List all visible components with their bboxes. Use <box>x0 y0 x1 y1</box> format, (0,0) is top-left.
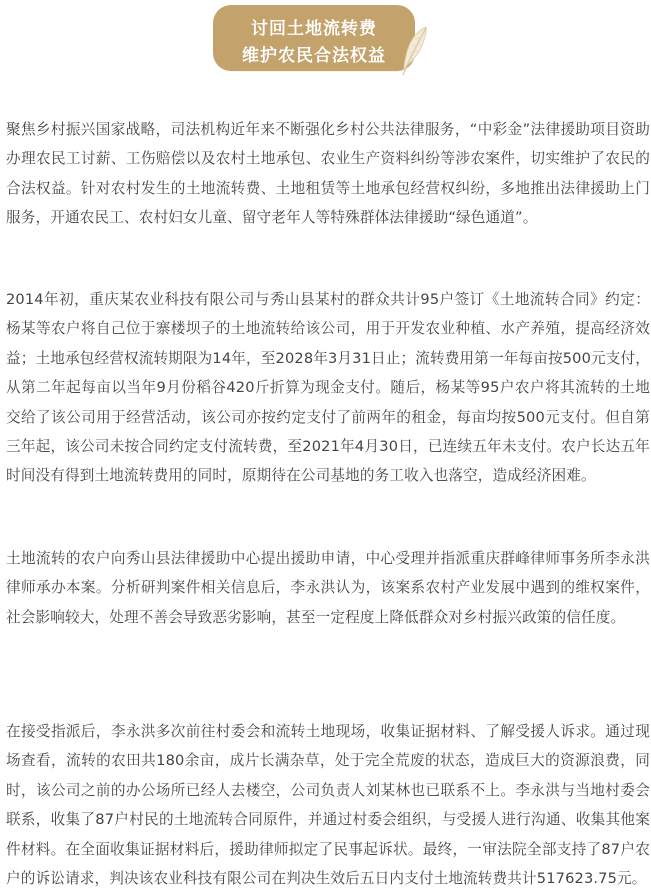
paragraph-3: 土地流转的农户向秀山县法律援助中心提出援助申请，中心受理并指派重庆群峰律师事务所李永洪律师承办本案。分析研判案件相关信息后，李永洪认为，该案系农村产业发展中遇到的维权案件，社会影响较大，处理不善会导致恶劣影响，甚至一定程度上降低群众对乡村振兴政策的信任度。 <box>6 550 650 626</box>
title-line-2: 维护农民合法权益 <box>242 46 386 66</box>
paragraph-2: 2014年初，重庆某农业科技有限公司与秀山县某村的群众共计95户签订《土地流转合同》约定：杨某等农户将自己位于寨楼坝子的土地流转给该公司，用于开发农业种植、水产养殖，提高经济效益；土地承包经营权流转期限为14年，至2028年3月31日止；流转费用第一年每亩按500元支付，从第二年起每亩以当年9月份稻谷420斤折算为现金支付。随后，杨某等95户农户将其流转的土地交给了该公司用于经营活动，该公司亦按约定支付了前两年的租金，每亩均按500元支付。但自第三年起，该公司未按合同约定支付流转费，至2021年4月30日，已连续五年未支付。农户长达五年时间没有得到土地流转费用的同时，原期待在公司基地的务工收入也落空，造成经济困难。 <box>6 291 650 485</box>
feather-icon <box>399 25 431 77</box>
title-line-1: 讨回土地流转费 <box>251 19 377 39</box>
paragraph-1: 聚焦乡村振兴国家战略，司法机构近年来不断强化乡村公共法律服务，“中彩金”法律援助项目资助办理农民工讨薪、工伤赔偿以及农村土地承包、农业生产资料纠纷等涉农案件，切实维护了农民的合法权益。针对农村发生的土地流转费、土地租赁等土地承包经营权纠纷，多地推出法律援助上门服务，开通农民工、农村妇女儿童、留守老年人等特殊群体法律援助“绿色通道”。 <box>6 121 650 227</box>
title-badge <box>213 5 419 73</box>
paragraph-4: 在接受指派后，李永洪多次前往村委会和流转土地现场，收集证据材料、了解受援人诉求。通过现场查看，流转的农田共180余亩，成片长满杂草，处于完全荒废的状态，造成巨大的资源浪费，同时，该公司之前的办公场所已经人去楼空，公司负责人刘某林也已联系不上。李永洪与当地村委会联系，收集了87户村民的土地流转合同原件，并通过村委会组织，与受援人进行沟通、收集其他案件材料。在全面收集证据材料后，援助律师拟定了民事起诉状。最终，一审法院全部支持了87户农户的诉讼请求，判决该农业科技有限公司在判决生效后五日内支付土地流转费共计517623.75元。 <box>6 723 650 888</box>
